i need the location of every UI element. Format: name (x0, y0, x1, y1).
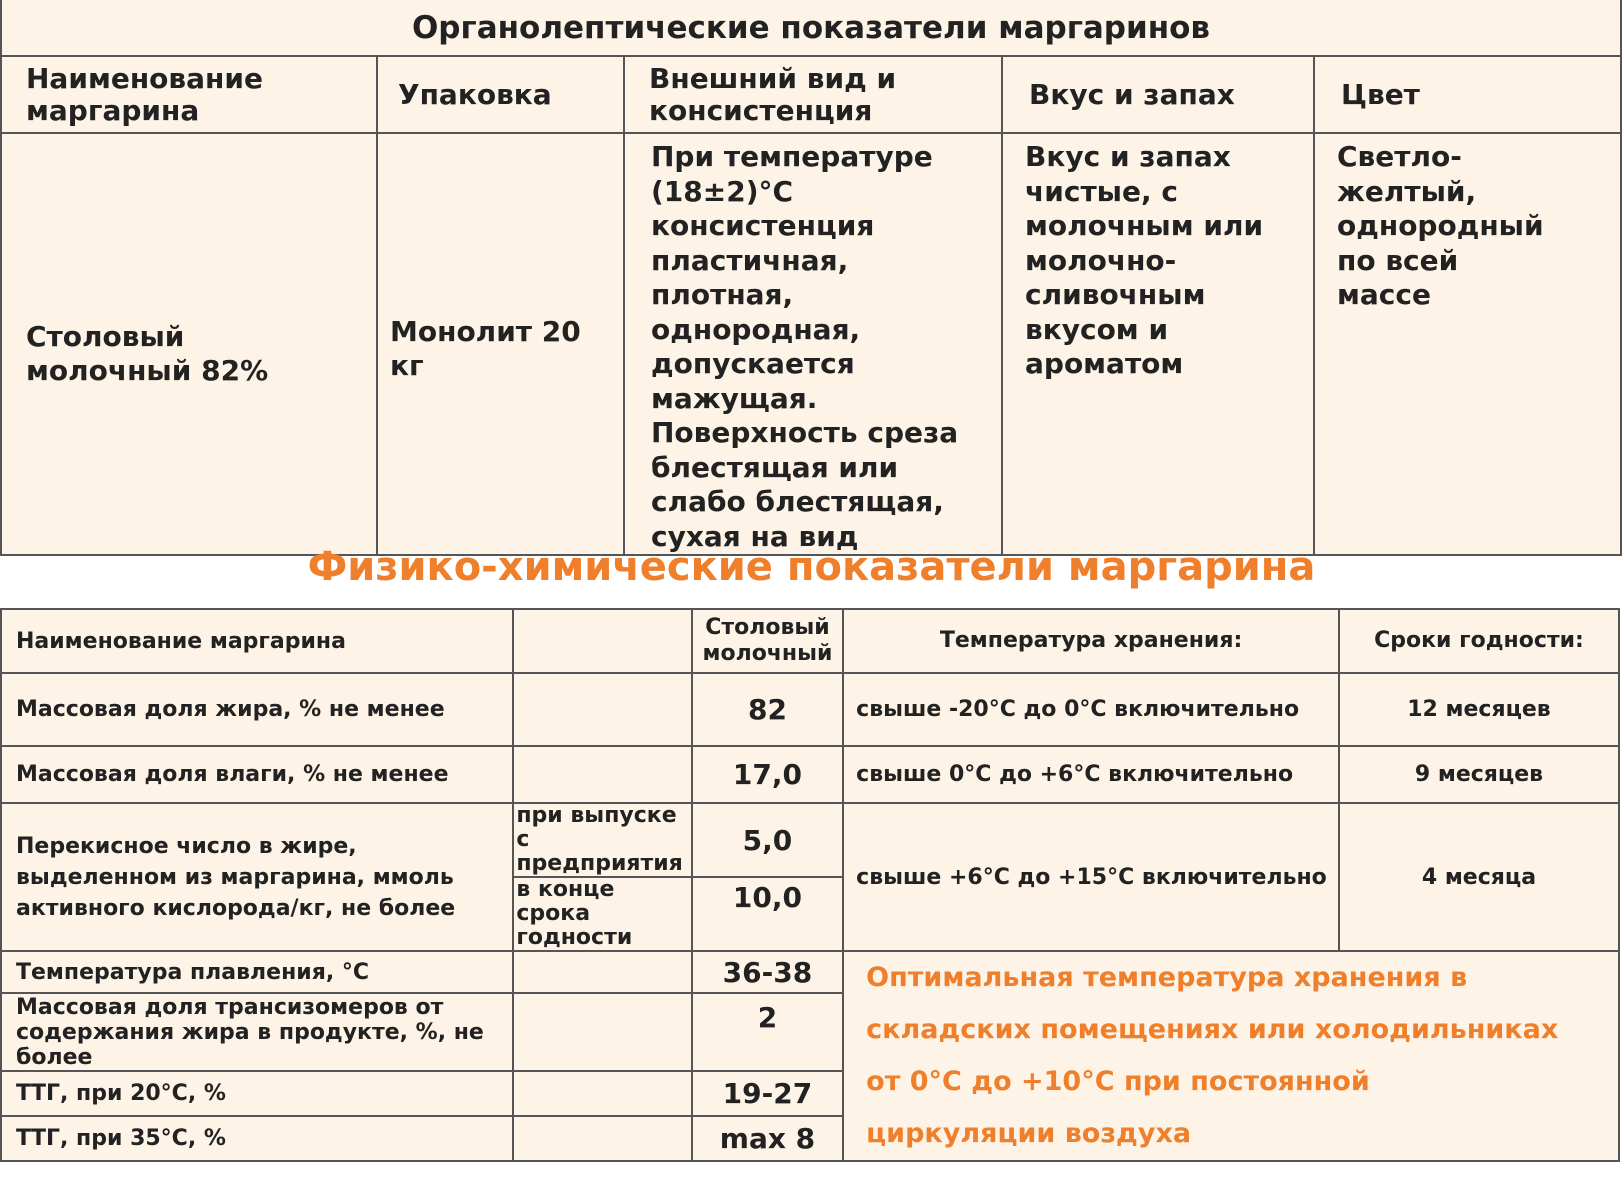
physchem-title: Физико-химические показатели маргарина (307, 544, 1316, 590)
row-sub-label: при выпуске с предприятия (513, 803, 691, 877)
cell-product-name: Столовый молочный 82% (1, 133, 377, 555)
row-value: 2 (692, 993, 843, 1071)
row-sub-label: в конце срока годности (513, 877, 691, 951)
organoleptic-title: Органолептические показатели маргаринов (1, 0, 1621, 56)
cell-taste: Вкус и запах чистые, с молочным или молочно-сливочным вкусом и ароматом (1002, 133, 1314, 555)
row-value: 19-27 (692, 1071, 843, 1115)
cell-packaging: Монолит 20 кг (377, 133, 624, 555)
header-product: Столовый молочный (692, 609, 843, 673)
row-value: 10,0 (692, 877, 843, 951)
storage-temperature: свыше 0°С до +6°С включительно (843, 746, 1339, 803)
header-shelf-life: Сроки годности: (1339, 609, 1619, 673)
row-name: Массовая доля влаги, % не менее (1, 746, 513, 803)
row-sub-empty (513, 951, 691, 993)
header-color: Цвет (1314, 56, 1621, 133)
row-name: Перекисное число в жире, выделенном из маргарина, ммоль активного кислорода/кг, не более (1, 803, 513, 951)
row-name: Температура плавления, °С (1, 951, 513, 993)
storage-temperature: свыше +6°С до +15°С включительно (843, 803, 1339, 951)
storage-shelf-life: 4 месяца (1339, 803, 1619, 951)
row-sub-empty (513, 746, 691, 803)
organoleptic-table (0, 0, 1622, 556)
row-sub-empty (513, 1116, 691, 1161)
header-name: Наименование маргарина (1, 609, 513, 673)
storage-note: Оптимальная температура хранения в складских помещениях или холодильниках от 0°С до +10°С при постоянной циркуляции воздуха (843, 951, 1619, 1161)
storage-shelf-life: 12 месяцев (1339, 673, 1619, 746)
cell-color: Светло-желтый, однородный по всей массе (1314, 133, 1621, 555)
header-storage-temp: Температура хранения: (843, 609, 1339, 673)
storage-temperature: свыше -20°С до 0°С включительно (843, 673, 1339, 746)
cell-appearance: При температуре (18±2)°С консистенция пластичная, плотная, однородная, допускается мажущая. Поверхность среза блестящая или слабо блестящая, сухая на вид (624, 133, 1002, 555)
row-sub-empty (513, 673, 691, 746)
row-name: Массовая доля жира, % не менее (1, 673, 513, 746)
row-sub-empty (513, 1071, 691, 1115)
header-empty (513, 609, 691, 673)
row-value: 36-38 (692, 951, 843, 993)
row-name: Массовая доля трансизомеров от содержания жира в продукте, %, не более (1, 993, 513, 1071)
row-value: 5,0 (692, 803, 843, 877)
header-name: Наименование маргарина (1, 56, 377, 133)
header-packaging: Упаковка (377, 56, 624, 133)
row-sub-empty (513, 993, 691, 1071)
storage-shelf-life: 9 месяцев (1339, 746, 1619, 803)
row-name: ТТГ, при 35°С, % (1, 1116, 513, 1161)
row-value: 17,0 (692, 746, 843, 803)
row-name: ТТГ, при 20°С, % (1, 1071, 513, 1115)
row-value: max 8 (692, 1116, 843, 1161)
row-value: 82 (692, 673, 843, 746)
header-taste: Вкус и запах (1002, 56, 1314, 133)
header-appearance: Внешний вид и консистенция (624, 56, 1002, 133)
physchem-table (0, 608, 1620, 1162)
